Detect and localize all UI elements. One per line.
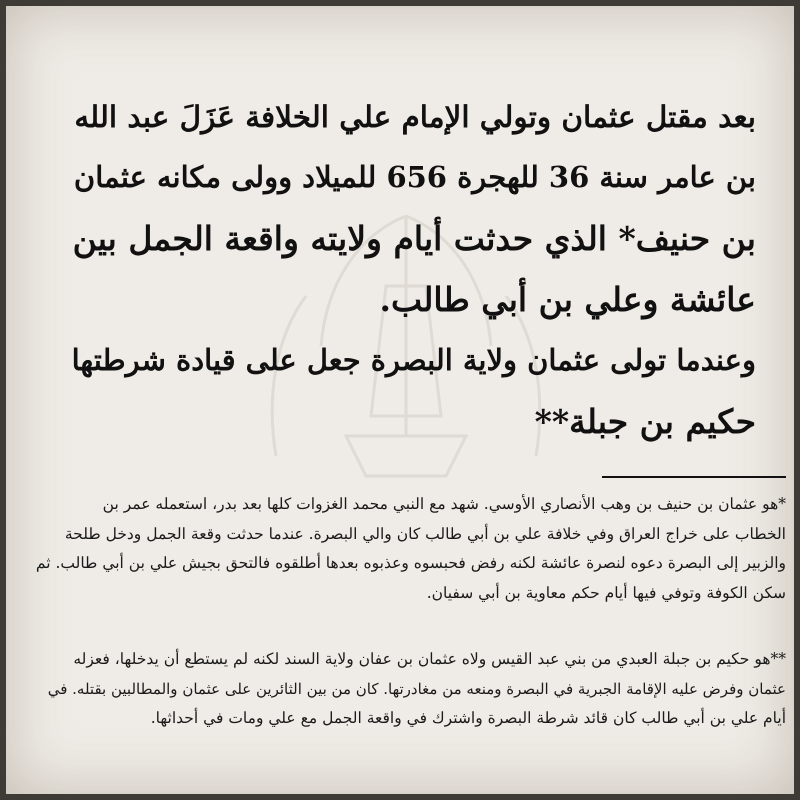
main-paragraph: [66, 86, 756, 452]
footnote-separator: [602, 476, 786, 478]
main-line: بعد مقتل عثمان وتولي الإمام علي الخلافة عَزَلَ عبد الله: [74, 99, 756, 134]
footnote-line: *هو عثمان بن حنيف بن وهب الأنصاري الأوسي. شهد مع النبي محمد الغزوات كلها بعد بدر، استعمله عمر بن: [102, 495, 786, 513]
main-line: بن حنيف* الذي حدثت أيام ولايته واقعة الجمل بين: [72, 219, 756, 258]
footnote-line: الخطاب على خراج العراق وفي خلافة علي بن أبي طالب كان والي البصرة. عندما حدثت وقعة الجمل ودخل طلحة: [64, 524, 786, 543]
main-line: عائشة وعلي بن أبي طالب.: [379, 280, 756, 319]
page: [6, 6, 794, 794]
footnote-line: أيام علي بن أبي طالب كان قائد شرطة البصرة واشترك في واقعة الجمل مع علي ومات في أحداثها.: [150, 709, 786, 727]
footnote-line: عثمان وفرض عليه الإقامة الجبرية في البصرة ومنعه من مغادرتها. كان من بين الثائرين على عثمان والمطالبين بقتله. في: [47, 679, 786, 698]
main-line: وعندما تولى عثمان ولاية البصرة جعل على قيادة شرطتها: [71, 343, 756, 377]
footnote-line: سكن الكوفة وتوفي فيها أيام حكم معاوية بن أبي سفيان.: [426, 583, 786, 602]
main-line: حكيم بن جبلة**: [534, 402, 756, 441]
footnote-line: والزبير إلى البصرة دعوه لنصرة عائشة لكنه رفض فحبسوه وعذبوه بعدها أطلقوه فالتحق بجيش علي بن أبي طالب. ثم: [35, 554, 786, 572]
footnote-1: [26, 490, 786, 608]
footnote-line: **هو حكيم بن جبلة العبدي من بني عبد القيس ولاه عثمان بن عفان ولاية السند لكنه لم يستطع أن يدخلها، فعزله: [73, 650, 786, 668]
main-line: بن عامر سنة 36 للهجرة 656 للميلاد وولى مكانه عثمان: [73, 160, 756, 194]
footnote-2: [26, 645, 786, 734]
